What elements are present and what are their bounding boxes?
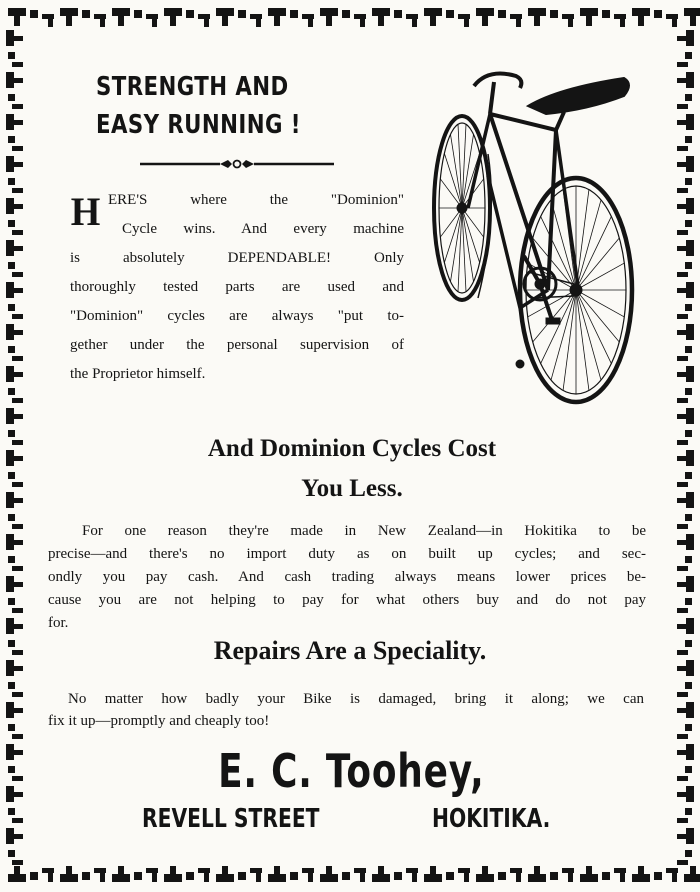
intro-line: Cycle wins. And every machine [122,221,404,237]
intro-paragraph [70,186,404,389]
divider-rule [140,158,334,170]
intro-line: "Dominion" cycles are always "put to- [70,308,404,324]
address-town: HOKITIKA. [432,804,551,834]
subheading-line-1: And Dominion Cycles Cost [207,435,497,462]
headline-line-1: STRENGTH AND [96,72,289,102]
repairs-paragraph [48,688,644,732]
subheading-line-2: You Less. [301,475,403,502]
repairs-line: No matter how badly your Bike is damaged, bring it along; we can [68,691,644,707]
repairs-heading: Repairs Are a Speciality. [213,636,487,665]
address-street: REVELL STREET [142,804,320,834]
intro-line: is absolutely DEPENDABLE! Only [70,250,404,266]
intro-line: gether under the personal supervision of [70,337,404,353]
intro-line: the Proprietor himself. [70,366,206,382]
cost-line: for. [48,615,69,631]
repairs-line: fix it up—promptly and cheaply too! [48,713,270,729]
cost-line: precise—and there's no import duty as on built up cycles; and sec- [48,546,646,562]
intro-line: thoroughly tested parts are used and [70,279,404,295]
headline-line-2: EASY RUNNING ! [96,110,301,140]
proprietor-name: E. C. Toohey, [218,744,485,798]
cost-line: cause you are not helping to pay for what others buy and do not pay [48,592,646,608]
cost-line: For one reason they're made in New Zealand—in Hokitika to be [82,523,646,539]
cost-line: ondly you pay cash. And cash trading always means lower prices be- [48,569,646,585]
cost-paragraph [48,520,646,635]
intro-line: ERE'S where the "Dominion" [108,192,404,208]
bicycle-icon [428,58,648,408]
drop-cap: H [70,189,101,234]
